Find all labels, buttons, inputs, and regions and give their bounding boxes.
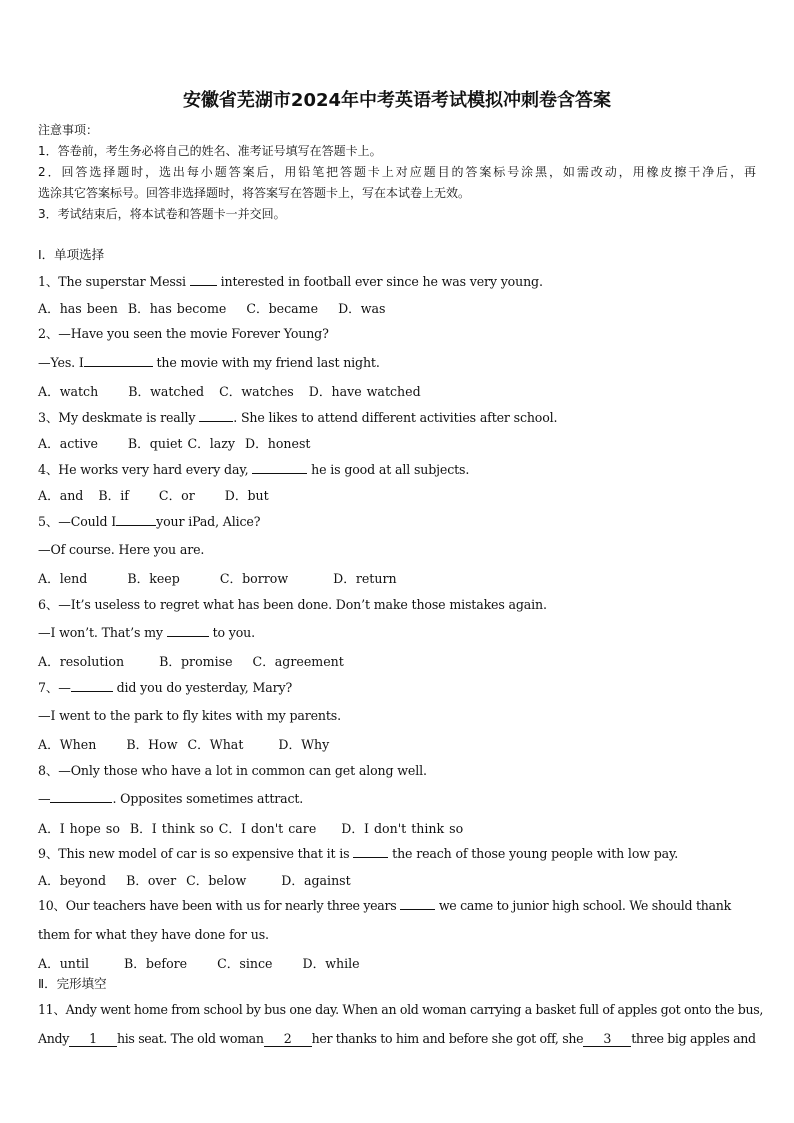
question-2	[38, 355, 380, 370]
question-3-options: A．active B．quiet C．lazy D．honest	[38, 436, 311, 451]
cloze-blank-3: 3	[583, 1031, 631, 1047]
question-4-options: A．and B．if C．or D．but	[38, 488, 269, 503]
question-1-text-b: interested in football ever since he was very young.	[216, 274, 543, 289]
answer-blank	[190, 274, 217, 286]
question-8-options: A．I hope so B．I think so C．I don't care D．I don't think so	[38, 821, 464, 836]
question-7-reply: —I went to the park to fly kites with my parents.	[38, 708, 341, 723]
cloze-text-b: his seat. The old woman	[116, 1031, 264, 1046]
question-11-line-1: 11、Andy went home from school by bus one day. When an old woman carrying a basket full of apples got onto the bus,	[38, 1002, 764, 1017]
answer-blank	[353, 846, 388, 858]
question-5-text-a: 5、—Could I	[38, 514, 117, 529]
answer-blank	[50, 791, 112, 803]
question-7-options: A．When B．How C．What D．Why	[38, 737, 330, 752]
question-6	[38, 625, 255, 640]
question-6-text-b: to you.	[208, 625, 255, 640]
note-item-2-line-1: 2．回答选择题时，选出每小题答案后，用铅笔把答题卡上对应题目的答案标号涂黑，如需改动，用橡皮擦干净后，再	[38, 165, 756, 179]
answer-blank	[199, 410, 233, 422]
question-10-text-b: we came to junior high school. We should thank	[435, 898, 731, 913]
question-9	[38, 843, 678, 862]
cloze-text-d: three big apples and	[631, 1031, 756, 1046]
question-1-text-a: 1、The superstar Messi	[38, 274, 190, 289]
question-10-options: A．until B．before C．since D．while	[38, 956, 360, 971]
question-3-text-a: 3、My deskmate is really	[38, 410, 200, 425]
question-6-prompt: 6、—It’s useless to regret what has been done. Don’t make those mistakes again.	[38, 597, 547, 612]
page-title: 安徽省芜湖市2024年中考英语考试模拟冲刺卷含答案	[182, 90, 612, 111]
question-3	[38, 407, 557, 426]
question-2-prompt: 2、—Have you seen the movie Forever Young?	[38, 326, 329, 341]
question-1-options: A．has been B．has become C．became D．was	[38, 301, 386, 316]
question-5-reply: —Of course. Here you are.	[38, 542, 205, 557]
note-item-1: 1．答卷前，考生务必将自己的姓名、准考证号填写在答题卡上。	[38, 144, 382, 158]
question-7	[38, 677, 292, 696]
cloze-blank-2: 2	[264, 1031, 312, 1047]
question-4-text-a: 4、He works very hard every day,	[38, 462, 253, 477]
cloze-blank-1: 1	[69, 1031, 117, 1047]
question-8	[38, 791, 303, 806]
question-10	[38, 895, 731, 914]
question-7-text-a: 7、—	[38, 680, 71, 695]
answer-blank	[167, 625, 209, 637]
note-item-2-line-2: 选涂其它答案标号。回答非选择题时，将答案写在答题卡上，写在本试卷上无效。	[38, 186, 471, 200]
question-6-text-a: —I won’t. That’s my	[38, 625, 167, 640]
section-heading-single-choice: Ⅰ．单项选择	[38, 247, 105, 262]
notes-header: 注意事项：	[38, 123, 99, 137]
note-item-3: 3．考试结束后，将本试卷和答题卡一并交回。	[38, 207, 286, 221]
question-2-text-b: the movie with my friend last night.	[152, 355, 380, 370]
question-11-line-2	[38, 1031, 756, 1047]
question-3-text-b: . She likes to attend different activities after school.	[233, 410, 558, 425]
question-6-options: A．resolution B．promise C．agreement	[38, 654, 344, 669]
question-4-text-b: he is good at all subjects.	[307, 462, 470, 477]
question-8-prompt: 8、—Only those who have a lot in common can get along well.	[38, 763, 427, 778]
section-heading-cloze: Ⅱ．完形填空	[38, 976, 107, 991]
answer-blank	[252, 462, 307, 474]
question-5-text-b: your iPad, Alice?	[156, 514, 261, 529]
answer-blank	[71, 680, 113, 692]
answer-blank	[84, 355, 153, 367]
question-8-text-b: . Opposites sometimes attract.	[112, 791, 304, 806]
question-5	[38, 511, 260, 530]
cloze-text-a: Andy	[38, 1031, 69, 1046]
question-9-text-b: the reach of those young people with low pay.	[388, 846, 679, 861]
question-9-options: A．beyond B．over C．below D．against	[38, 873, 351, 888]
answer-blank	[116, 514, 156, 526]
question-2-options: A．watch B．watched C．watches D．have watched	[38, 384, 421, 399]
question-4	[38, 459, 469, 478]
question-1	[38, 271, 543, 290]
question-9-text-a: 9、This new model of car is so expensive that it is	[38, 846, 354, 861]
question-10-text-a: 10、Our teachers have been with us for nearly three years	[38, 898, 401, 913]
question-2-text-a: —Yes. I	[38, 355, 84, 370]
answer-blank	[400, 898, 435, 910]
question-8-text-a: —	[38, 791, 51, 806]
cloze-text-c: her thanks to him and before she got off, she	[311, 1031, 584, 1046]
question-10-continuation: them for what they have done for us.	[38, 927, 269, 942]
question-5-options: A．lend B．keep C．borrow D．return	[38, 571, 397, 586]
question-7-text-b: did you do yesterday, Mary?	[112, 680, 293, 695]
